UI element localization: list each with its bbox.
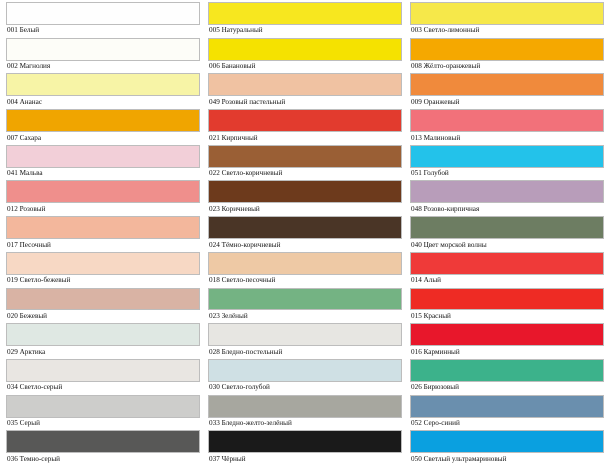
- color-swatch-cell[interactable]: [6, 73, 208, 109]
- color-swatch[interactable]: [208, 38, 402, 61]
- palette-row: [6, 323, 604, 359]
- color-swatch-label: 026 Бирюзовый: [411, 383, 459, 392]
- color-swatch-cell[interactable]: [6, 323, 208, 359]
- color-swatch-label: 004 Ананас: [7, 97, 43, 106]
- color-swatch-cell[interactable]: [6, 180, 208, 216]
- color-swatch[interactable]: [410, 109, 604, 132]
- color-swatch-label: 009 Оранжевый: [411, 97, 460, 106]
- color-swatch-label: 041 Мальва: [7, 169, 43, 178]
- color-swatch-label: 007 Сахара: [7, 133, 42, 142]
- color-swatch[interactable]: [208, 359, 402, 382]
- color-swatch-cell[interactable]: [208, 252, 410, 288]
- palette-row: [6, 252, 604, 288]
- color-swatch[interactable]: [6, 145, 200, 168]
- color-swatch-cell[interactable]: [410, 38, 604, 74]
- color-swatch-cell[interactable]: [208, 288, 410, 324]
- color-swatch-cell[interactable]: [6, 109, 208, 145]
- color-swatch-label: 052 Серо-синий: [411, 419, 460, 428]
- color-swatch-label: 003 Светло-лимонный: [411, 26, 480, 35]
- palette-row: [6, 359, 604, 395]
- color-swatch[interactable]: [6, 2, 200, 25]
- color-swatch-label: 033 Бледно-желто-зелёный: [209, 419, 292, 428]
- color-swatch[interactable]: [410, 38, 604, 61]
- color-swatch[interactable]: [410, 252, 604, 275]
- color-swatch[interactable]: [410, 2, 604, 25]
- palette-row: [6, 145, 604, 181]
- color-swatch[interactable]: [6, 216, 200, 239]
- color-swatch-label: 006 Банановый: [209, 62, 256, 71]
- color-swatch-cell[interactable]: [410, 430, 604, 466]
- palette-row: [6, 430, 604, 466]
- palette-row: [6, 38, 604, 74]
- color-swatch-cell[interactable]: [410, 145, 604, 181]
- color-swatch-label: 023 Коричневый: [209, 204, 260, 213]
- color-swatch-label: 048 Розово-кирпичная: [411, 204, 480, 213]
- palette-row: [6, 216, 604, 252]
- color-swatch-cell[interactable]: [6, 395, 208, 431]
- color-swatch[interactable]: [6, 73, 200, 96]
- color-swatch[interactable]: [6, 109, 200, 132]
- color-swatch[interactable]: [6, 38, 200, 61]
- color-swatch-label: 034 Светло-серый: [7, 383, 63, 392]
- color-swatch-label: 012 Розовый: [7, 204, 46, 213]
- color-swatch-label: 040 Цвет морской волны: [411, 240, 487, 249]
- color-swatch-cell[interactable]: [410, 395, 604, 431]
- color-swatch[interactable]: [410, 216, 604, 239]
- color-swatch-label: 013 Малиновый: [411, 133, 461, 142]
- color-swatch-label: 018 Светло-песочный: [209, 276, 276, 285]
- color-swatch[interactable]: [410, 288, 604, 311]
- color-swatch-label: 017 Песочный: [7, 240, 51, 249]
- palette-row: [6, 109, 604, 145]
- color-swatch-cell[interactable]: [208, 38, 410, 74]
- color-swatch-cell[interactable]: [208, 73, 410, 109]
- color-swatch-cell[interactable]: [6, 359, 208, 395]
- color-swatch[interactable]: [410, 145, 604, 168]
- color-swatch[interactable]: [410, 395, 604, 418]
- color-swatch-cell[interactable]: [410, 180, 604, 216]
- color-swatch-cell[interactable]: [410, 216, 604, 252]
- color-swatch[interactable]: [6, 323, 200, 346]
- color-swatch[interactable]: [208, 323, 402, 346]
- color-swatch-cell[interactable]: [208, 216, 410, 252]
- color-swatch-label: 019 Светло-бежевый: [7, 276, 71, 285]
- color-swatch[interactable]: [208, 145, 402, 168]
- color-swatch-cell[interactable]: [208, 430, 410, 466]
- color-swatch-cell[interactable]: [410, 109, 604, 145]
- color-swatch-cell[interactable]: [208, 323, 410, 359]
- color-swatch[interactable]: [208, 180, 402, 203]
- palette-row: [6, 395, 604, 431]
- color-swatch[interactable]: [410, 359, 604, 382]
- color-swatch[interactable]: [6, 395, 200, 418]
- color-swatch-cell[interactable]: [6, 145, 208, 181]
- color-swatch-label: 024 Тёмно-коричневый: [209, 240, 281, 249]
- color-swatch-cell[interactable]: [410, 323, 604, 359]
- color-swatch-cell[interactable]: [6, 38, 208, 74]
- color-swatch[interactable]: [208, 430, 402, 453]
- color-swatch[interactable]: [410, 73, 604, 96]
- color-swatch-cell[interactable]: [208, 145, 410, 181]
- palette-row: [6, 2, 604, 38]
- color-swatch[interactable]: [410, 430, 604, 453]
- color-swatch-cell[interactable]: [208, 2, 410, 38]
- color-swatch[interactable]: [410, 323, 604, 346]
- color-swatch-label: 015 Красный: [411, 311, 451, 320]
- color-swatch-label: 035 Серый: [7, 419, 40, 428]
- color-swatch-cell[interactable]: [6, 2, 208, 38]
- palette-row: [6, 73, 604, 109]
- palette-row: [6, 288, 604, 324]
- color-swatch-label: 014 Алый: [411, 276, 442, 285]
- color-swatch-cell[interactable]: [208, 359, 410, 395]
- color-swatch[interactable]: [208, 216, 402, 239]
- color-swatch-cell[interactable]: [410, 252, 604, 288]
- color-swatch-label: 020 Бежевый: [7, 311, 48, 320]
- color-swatch-label: 028 Бледно-постельный: [209, 347, 283, 356]
- color-swatch[interactable]: [6, 180, 200, 203]
- color-swatch[interactable]: [208, 395, 402, 418]
- color-swatch[interactable]: [6, 430, 200, 453]
- color-swatch-cell[interactable]: [410, 73, 604, 109]
- color-swatch[interactable]: [208, 73, 402, 96]
- color-swatch-cell[interactable]: [208, 180, 410, 216]
- color-swatch[interactable]: [410, 180, 604, 203]
- color-swatch[interactable]: [208, 109, 402, 132]
- color-swatch[interactable]: [208, 288, 402, 311]
- color-swatch-label: 016 Карминный: [411, 347, 460, 356]
- color-swatch[interactable]: [208, 2, 402, 25]
- color-swatch-label: 002 Магнолия: [7, 62, 51, 71]
- color-swatch-label: 001 Белый: [7, 26, 40, 35]
- color-swatch-cell[interactable]: [6, 430, 208, 466]
- palette-row: [6, 180, 604, 216]
- color-swatch-label: 008 Жёлто-оранжевый: [411, 62, 481, 71]
- color-swatch-cell[interactable]: [208, 395, 410, 431]
- color-swatch[interactable]: [6, 359, 200, 382]
- color-swatch-label: 005 Натуральный: [209, 26, 263, 35]
- color-swatch-label: 036 Темно-серый: [7, 454, 61, 463]
- color-swatch[interactable]: [6, 252, 200, 275]
- color-swatch-cell[interactable]: [6, 216, 208, 252]
- color-swatch-label: 021 Кирпичный: [209, 133, 258, 142]
- color-swatch-label: 037 Чёрный: [209, 454, 246, 463]
- color-swatch-label: 022 Светло-коричневый: [209, 169, 283, 178]
- color-swatch-label: 050 Светлый ультрамариновый: [411, 454, 507, 463]
- color-swatch[interactable]: [208, 252, 402, 275]
- color-swatch-label: 023 Зелёный: [209, 311, 248, 320]
- color-swatch-cell[interactable]: [410, 2, 604, 38]
- color-swatch[interactable]: [6, 288, 200, 311]
- color-swatch-cell[interactable]: [410, 359, 604, 395]
- color-swatch-label: 051 Голубой: [411, 169, 449, 178]
- color-swatch-cell[interactable]: [6, 252, 208, 288]
- color-swatch-cell[interactable]: [6, 288, 208, 324]
- color-swatch-label: 030 Светло-голубой: [209, 383, 270, 392]
- color-swatch-label: 049 Розовый пастельный: [209, 97, 286, 106]
- color-swatch-cell[interactable]: [208, 109, 410, 145]
- color-swatch-label: 029 Арктика: [7, 347, 46, 356]
- color-swatch-cell[interactable]: [410, 288, 604, 324]
